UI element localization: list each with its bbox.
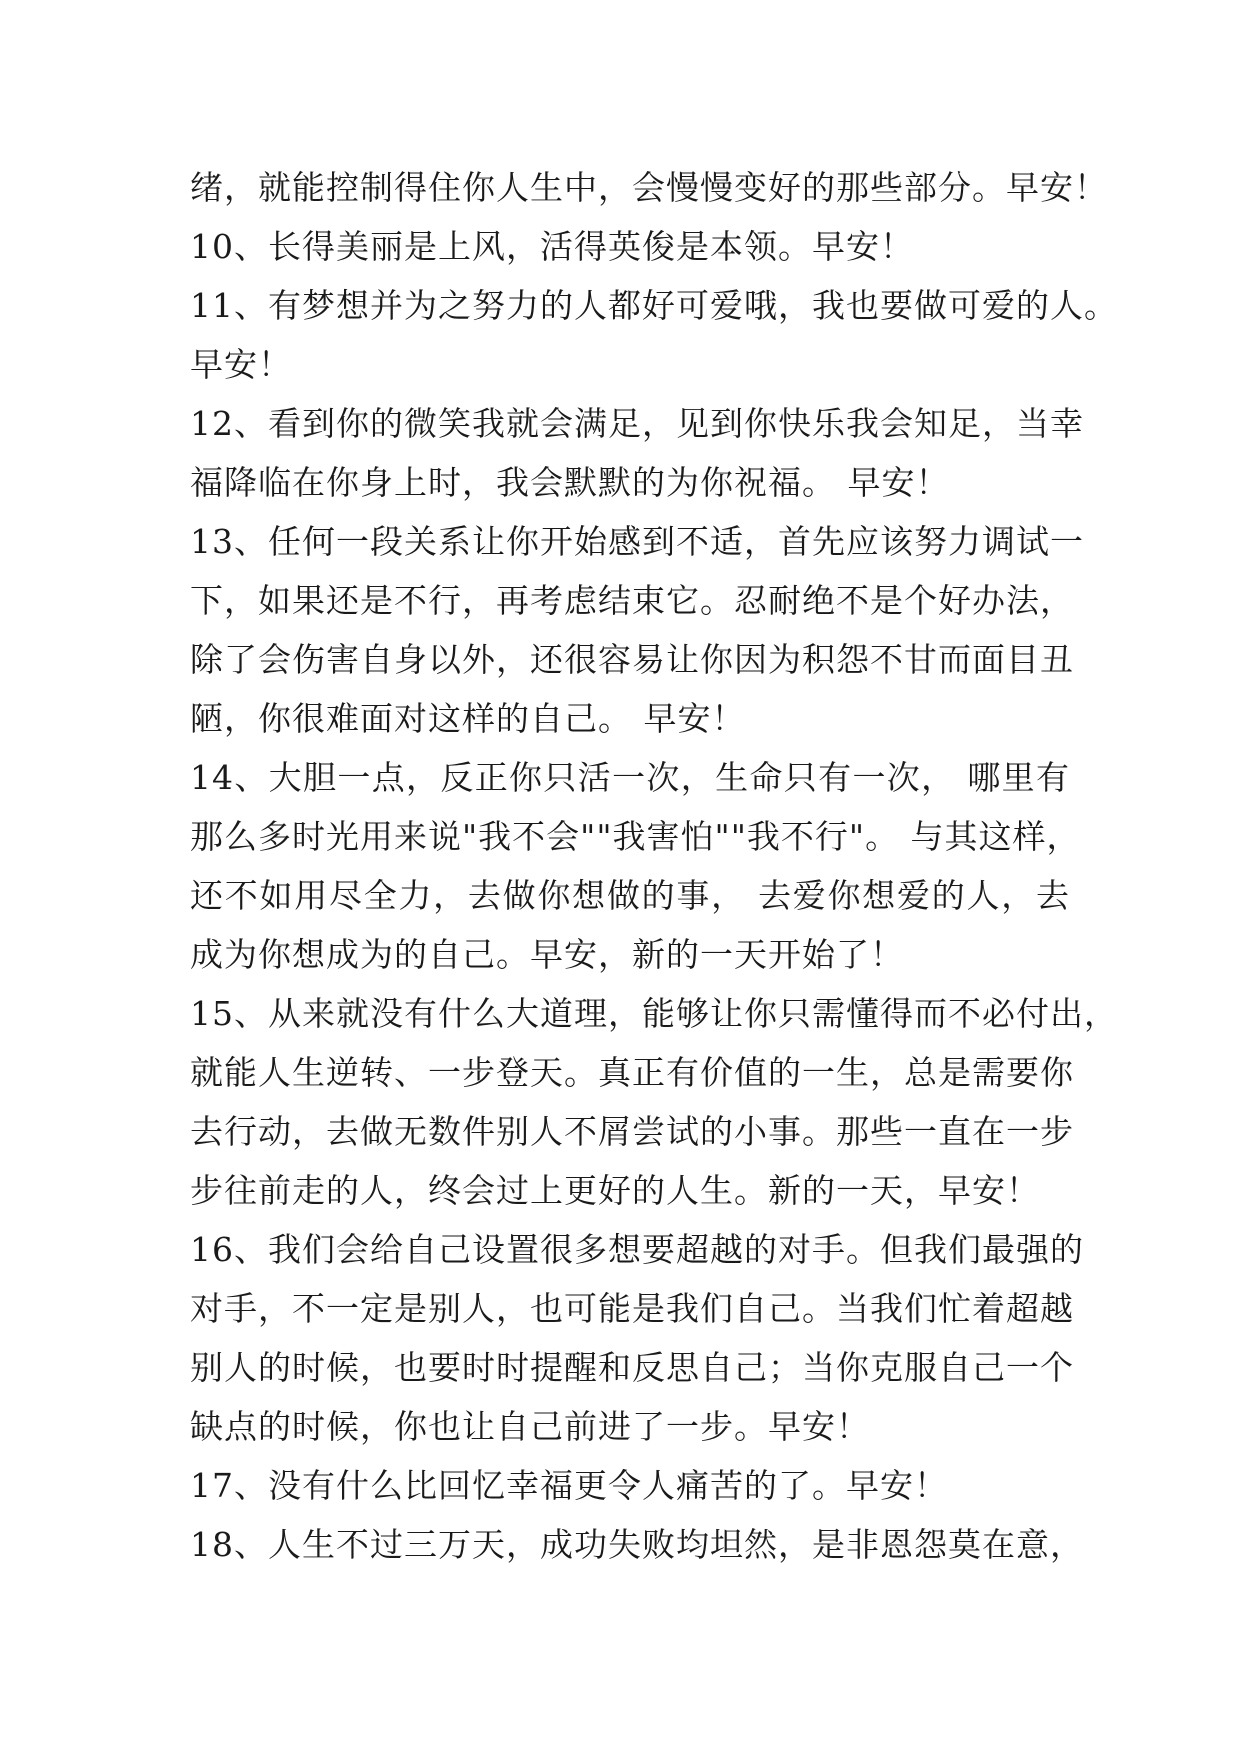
text-line: 绪，就能控制得住你人生中，会慢慢变好的那些部分。早安！	[190, 168, 1108, 207]
text-line: 陋，你很难面对这样的自己。 早安！	[190, 699, 746, 738]
text-line: 成为你想成为的自己。早安，新的一天开始了！	[190, 935, 904, 974]
text-line: 下，如果还是不行，再考虑结束它。忍耐绝不是个好办法，	[190, 581, 1074, 620]
text-line: 别人的时候，也要时时提醒和反思自己；当你克服自己一个	[190, 1348, 1074, 1387]
text-line: 10、长得美丽是上风，活得英俊是本领。早安！	[190, 227, 914, 266]
text-line: 11、有梦想并为之努力的人都好可爱哦，我也要做可爱的人。	[190, 286, 1118, 325]
text-line: 去行动，去做无数件别人不屑尝试的小事。那些一直在一步	[190, 1112, 1074, 1151]
text-line: 福降临在你身上时，我会默默的为你祝福。 早安！	[190, 463, 950, 502]
text-line: 12、看到你的微笑我就会满足，见到你快乐我会知足，当幸	[190, 404, 1084, 443]
text-line: 14、大胆一点，反正你只活一次，生命只有一次， 哪里有	[190, 758, 1070, 797]
text-line: 对手，不一定是别人，也可能是我们自己。当我们忙着超越	[190, 1289, 1074, 1328]
text-line: 那么多时光用来说"我不会""我害怕""我不行"。 与其这样，	[190, 817, 1081, 856]
text-line: 缺点的时候，你也让自己前进了一步。早安！	[190, 1407, 870, 1446]
text-line: 15、从来就没有什么大道理，能够让你只需懂得而不必付出，	[190, 994, 1118, 1033]
text-line: 除了会伤害自身以外，还很容易让你因为积怨不甘而面目丑	[190, 640, 1074, 679]
text-line: 就能人生逆转、一步登天。真正有价值的一生，总是需要你	[190, 1053, 1074, 1092]
text-line: 16、我们会给自己设置很多想要超越的对手。但我们最强的	[190, 1230, 1084, 1269]
text-line: 13、任何一段关系让你开始感到不适，首先应该努力调试一	[190, 522, 1084, 561]
document-body	[190, 158, 1118, 1574]
text-line: 步往前走的人，终会过上更好的人生。新的一天，早安！	[190, 1171, 1040, 1210]
text-line: 17、没有什么比回忆幸福更令人痛苦的了。早安！	[190, 1466, 948, 1505]
text-line: 还不如用尽全力，去做你想做的事， 去爱你想爱的人，去	[190, 876, 1070, 915]
text-line: 18、人生不过三万天，成功失败均坦然，是非恩怨莫在意，	[190, 1525, 1084, 1564]
text-line: 早安！	[190, 345, 292, 384]
